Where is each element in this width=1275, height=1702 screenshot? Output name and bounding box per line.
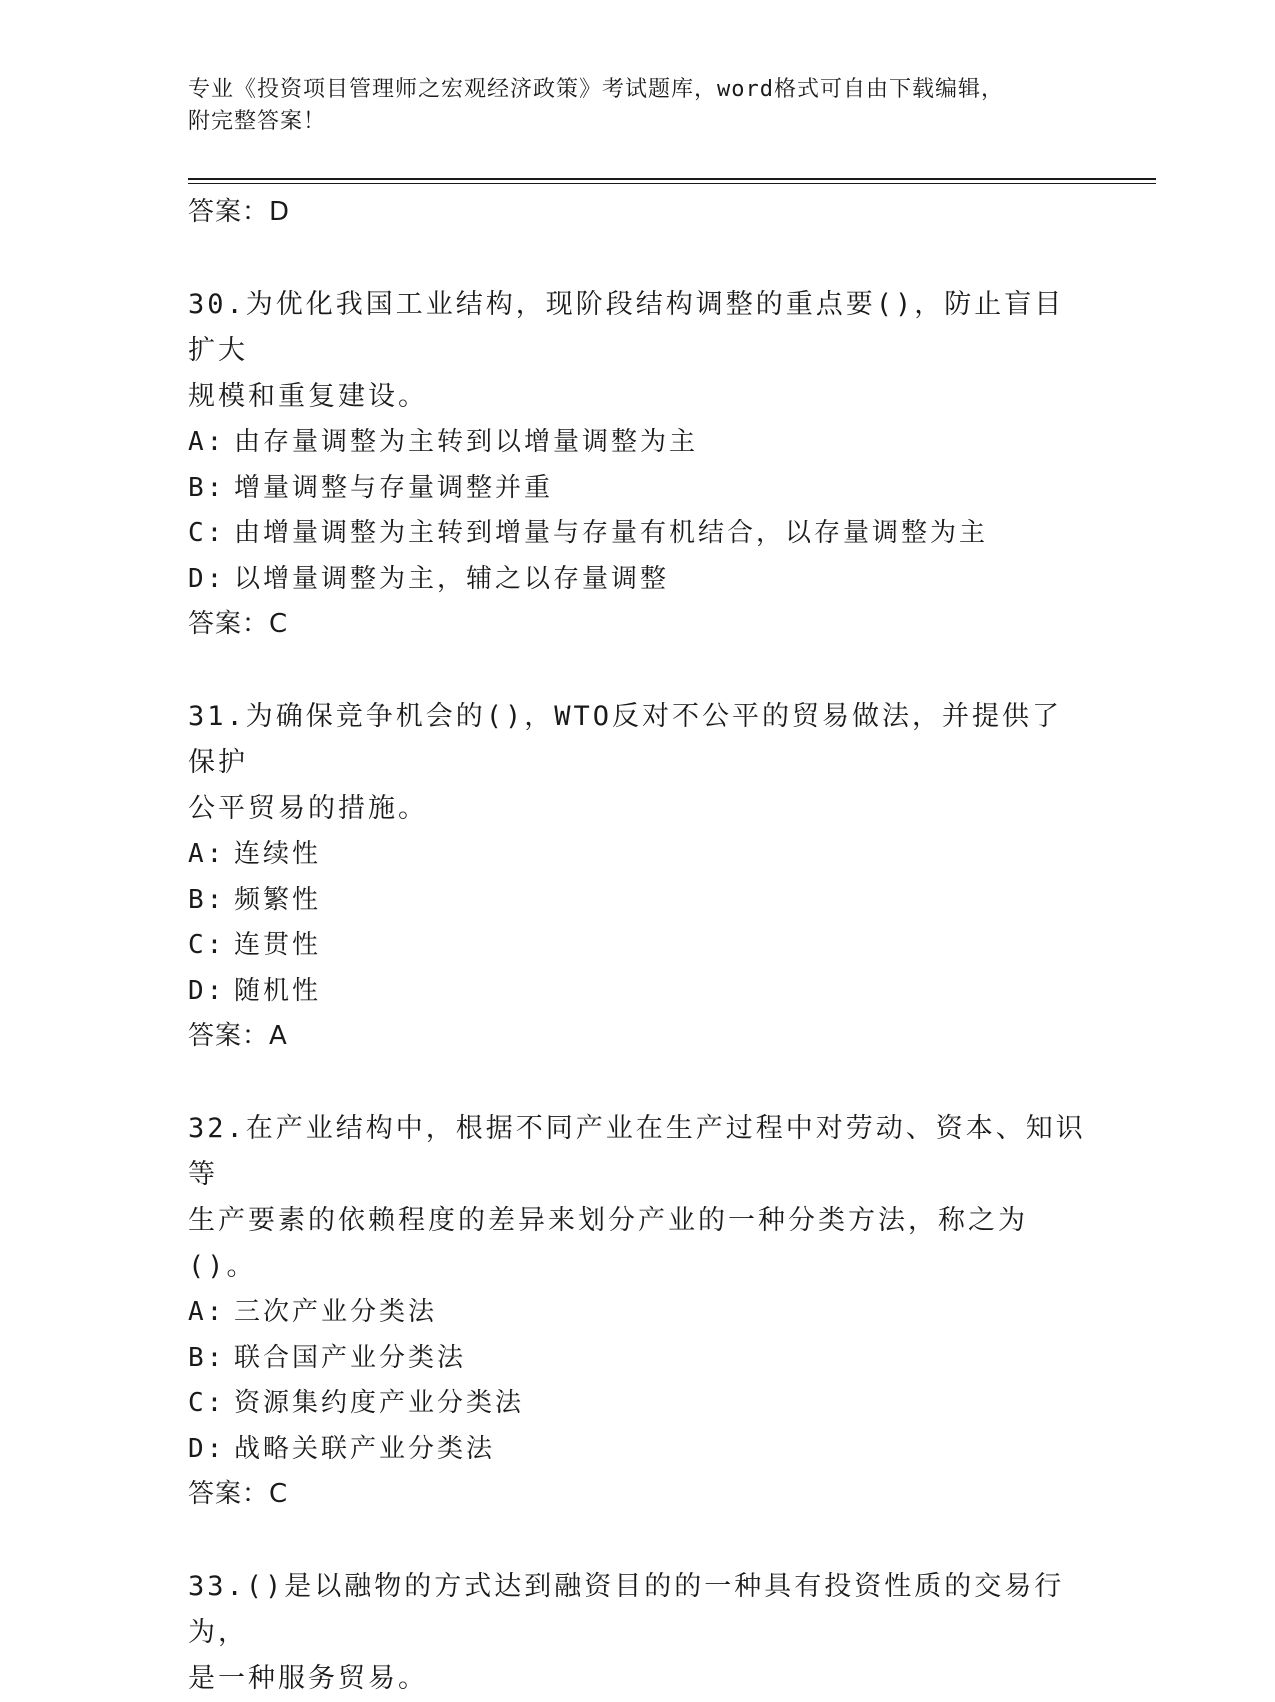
option-b: B: 频繁性 [188,884,322,915]
header-divider [188,178,1156,184]
question-list [188,190,1088,1702]
option-b: B: 联合国产业分类法 [188,1342,467,1373]
option-d: D: 随机性 [188,975,322,1006]
question-32 [188,1106,1088,1516]
option-a: A: 连续性 [188,839,322,869]
question-31 [188,694,1088,1058]
question-30 [188,282,1088,646]
answer-line: 答案：D [188,197,291,227]
question-stem: 32.在产业结构中，根据不同产业在生产过程中对劳动、资本、知识等 生产要素的依赖程度的差异来划分产业的一种分类方法，称之为()。 [188,1113,1086,1282]
question-stem: 33.()是以融物的方式达到融资目的的一种具有投资性质的交易行为， 是一种服务贸易。 [188,1571,1065,1694]
header-line-1: 专业《投资项目管理师之宏观经济政策》考试题库，word格式可自由下载编辑， [188,77,1004,102]
answer-line: 答案：C [188,1479,289,1509]
option-b: B: 增量调整与存量调整并重 [188,472,554,503]
option-a: A: 三次产业分类法 [188,1297,438,1327]
question-stem: 31.为确保竞争机会的()，WTO反对不公平的贸易做法，并提供了保护 公平贸易的措施。 [188,701,1063,824]
answer-line: 答案：A [188,1021,288,1051]
header-line-2: 附完整答案！ [188,109,327,134]
option-c: C: 资源集约度产业分类法 [188,1388,525,1418]
option-d: D: 战略关联产业分类法 [188,1433,496,1464]
option-c: C: 由增量调整为主转到增量与存量有机结合，以存量调整为主 [188,518,989,548]
question-stem: 30.为优化我国工业结构，现阶段结构调整的重点要()，防止盲目扩大 规模和重复建设。 [188,289,1065,412]
option-a: A: 由存量调整为主转到以增量调整为主 [188,427,699,457]
document-header [188,74,1068,138]
answer-line: 答案：C [188,609,289,639]
question-33 [188,1564,1088,1702]
option-d: D: 以增量调整为主，辅之以存量调整 [188,563,670,594]
option-c: C: 连贯性 [188,930,322,960]
